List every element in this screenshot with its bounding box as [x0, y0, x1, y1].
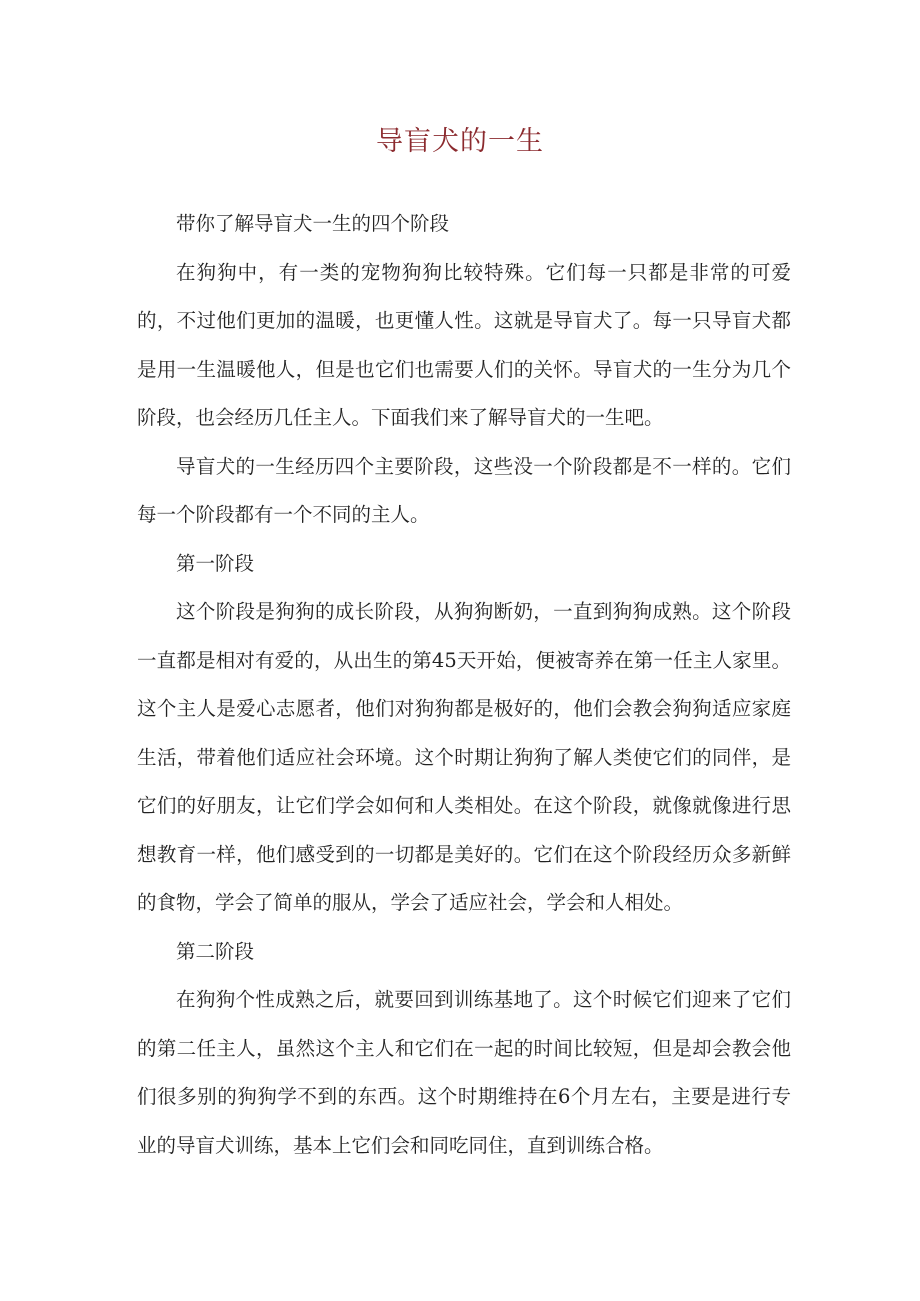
paragraph-subtitle: 带你了解导盲犬一生的四个阶段 — [176, 212, 450, 235]
paragraph-intro: 在狗狗中，有一类的宠物狗狗比较特殊。它们每一只都是非常的可爱的，不过他们更加的温暖，也更懂人性。这就是导盲犬了。每一只导盲犬都是用一生温暖他人，但是也它们也需要人们的关怀。导盲犬的一生分为几个阶段，也会经历几任主人。下面我们来了解导盲犬的一生吧。 — [137, 260, 791, 429]
paragraph-stage-2: 在狗狗个性成熟之后，就要回到训练基地了。这个时候它们迎来了它们的第二任主人，虽然这个主人和它们在一起的时间比较短，但是却会教会他们很多别的狗狗学不到的东西。这个时期维持在6个月左右，主要是进行专业的导盲犬训练，基本上它们会和同吃同住，直到训练合格。 — [137, 988, 791, 1157]
paragraph-overview: 导盲犬的一生经历四个主要阶段，这些没一个阶段都是不一样的。它们每一个阶段都有一个不同的主人。 — [137, 454, 791, 526]
document-body — [137, 200, 791, 1170]
paragraph-stage-1: 这个阶段是狗狗的成长阶段，从狗狗断奶，一直到狗狗成熟。这个阶段一直都是相对有爱的，从出生的第45天开始，便被寄养在第一任主人家里。这个主人是爱心志愿者，他们对狗狗都是极好的，他们会教会狗狗适应家庭生活，带着他们适应社会环境。这个时期让狗狗了解人类使它们的同伴，是它们的好朋友，让它们学会如何和人类相处。在这个阶段，就像就像进行思想教育一样，他们感受到的一切都是美好的。它们在这个阶段经历众多新鲜的食物，学会了简单的服从，学会了适应社会，学会和人相处。 — [137, 600, 791, 914]
document-title: 导盲犬的一生 — [376, 126, 544, 157]
section-heading-stage-2: 第二阶段 — [176, 939, 255, 963]
section-heading-stage-1: 第一阶段 — [176, 551, 255, 575]
